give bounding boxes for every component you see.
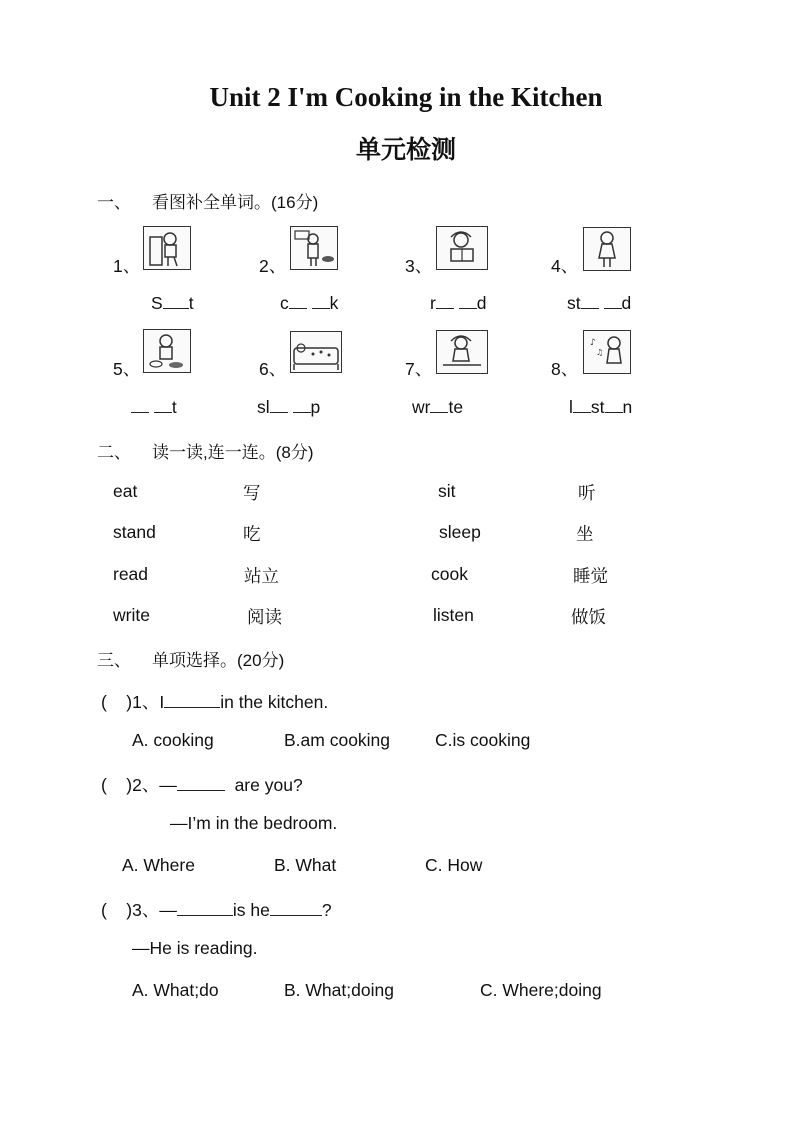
match-word-read: read — [113, 564, 149, 584]
girl-writing-icon — [436, 330, 488, 374]
answer-blank[interactable] — [164, 692, 220, 708]
match-word-sit: sit — [438, 481, 456, 501]
answer-paren[interactable]: ( ) — [101, 775, 133, 795]
item5-word: t — [131, 397, 177, 418]
match-meaning-write: 写 — [243, 483, 261, 503]
match-meaning-sleep: 睡觉 — [573, 566, 608, 586]
item4-number: 4、 — [551, 256, 579, 276]
section3-number: 三、 — [97, 651, 131, 670]
item3-number: 3、 — [405, 256, 433, 276]
boy-eating-icon — [143, 329, 191, 373]
item3-word: r d — [430, 293, 487, 313]
question2: ( )2、— are you? — [101, 775, 303, 795]
section1-number: 一、 — [97, 193, 131, 212]
item5-number: 5、 — [113, 359, 141, 379]
section3-title: 单项选择。(20分) — [152, 651, 285, 670]
girl-standing-icon — [583, 227, 631, 271]
answer-blank[interactable] — [270, 900, 322, 916]
girl-reading-icon — [436, 226, 488, 270]
match-meaning-listen: 听 — [578, 483, 596, 503]
item4-word: st d — [567, 293, 632, 313]
svg-text:♫: ♫ — [596, 348, 604, 357]
q2-option-a: A. Where — [122, 855, 195, 875]
section2-number: 二、 — [97, 443, 131, 462]
match-meaning-cook: 做饭 — [571, 607, 606, 627]
item7-number: 7、 — [405, 359, 433, 379]
q3-option-a: A. What;do — [132, 980, 219, 1000]
question3: ( )3、— is he ? — [101, 900, 332, 920]
match-meaning-read: 阅读 — [247, 607, 282, 627]
girl-listening-icon — [583, 330, 631, 374]
q3-option-c: C. Where;doing — [480, 980, 602, 1000]
q3-answer-line: —He is reading. — [132, 938, 258, 958]
section2-title: 读一读,连一连。(8分) — [152, 443, 314, 462]
item2-number: 2、 — [259, 256, 287, 276]
answer-paren[interactable]: ( ) — [101, 692, 133, 712]
boy-cooking-icon — [290, 226, 338, 270]
answer-paren[interactable]: ( ) — [101, 900, 133, 920]
svg-text:♪: ♪ — [590, 338, 596, 348]
section1-title: 看图补全单词。(16分) — [152, 193, 319, 212]
section2-heading — [97, 438, 314, 463]
answer-blank[interactable] — [177, 900, 233, 916]
q1-option-b: B.am cooking — [284, 730, 391, 750]
boy-sitting-icon — [143, 226, 191, 270]
page-subtitle: 单元检测 — [355, 135, 456, 164]
match-meaning-stand: 站立 — [244, 566, 279, 586]
q1-option-a: A. cooking — [132, 730, 214, 750]
page-title: Unit 2 I'm Cooking in the Kitchen — [209, 82, 603, 112]
match-word-listen: listen — [433, 605, 474, 625]
match-word-sleep: sleep — [439, 522, 481, 542]
q2-option-b: B. What — [274, 855, 337, 875]
section3-heading — [97, 646, 284, 671]
q1-option-c: C.is cooking — [435, 730, 531, 750]
match-word-cook: cook — [431, 564, 468, 584]
sleeping-in-bed-icon — [290, 331, 342, 373]
match-meaning-eat: 吃 — [243, 524, 261, 544]
match-word-write: write — [113, 605, 150, 625]
item6-number: 6、 — [259, 359, 287, 379]
section1-heading — [97, 188, 318, 213]
match-meaning-sit: 坐 — [576, 524, 594, 544]
item1-number: 1、 — [113, 256, 141, 276]
item1-word: S t — [151, 293, 194, 313]
match-word-eat: eat — [113, 481, 138, 501]
q2-option-c: C. How — [425, 855, 483, 875]
q3-option-b: B. What;doing — [284, 980, 394, 1000]
answer-blank[interactable] — [177, 775, 225, 791]
item6-word: sl p — [257, 397, 321, 417]
item7-word: wr te — [412, 397, 464, 417]
item8-number: 8、 — [551, 359, 579, 379]
item8-word: l st n — [569, 397, 633, 417]
item2-word: c k — [280, 293, 339, 313]
question1: ( )1、I in the kitchen. — [101, 692, 329, 712]
q2-answer-line: —I’m in the bedroom. — [170, 813, 338, 833]
match-word-stand: stand — [113, 522, 156, 542]
